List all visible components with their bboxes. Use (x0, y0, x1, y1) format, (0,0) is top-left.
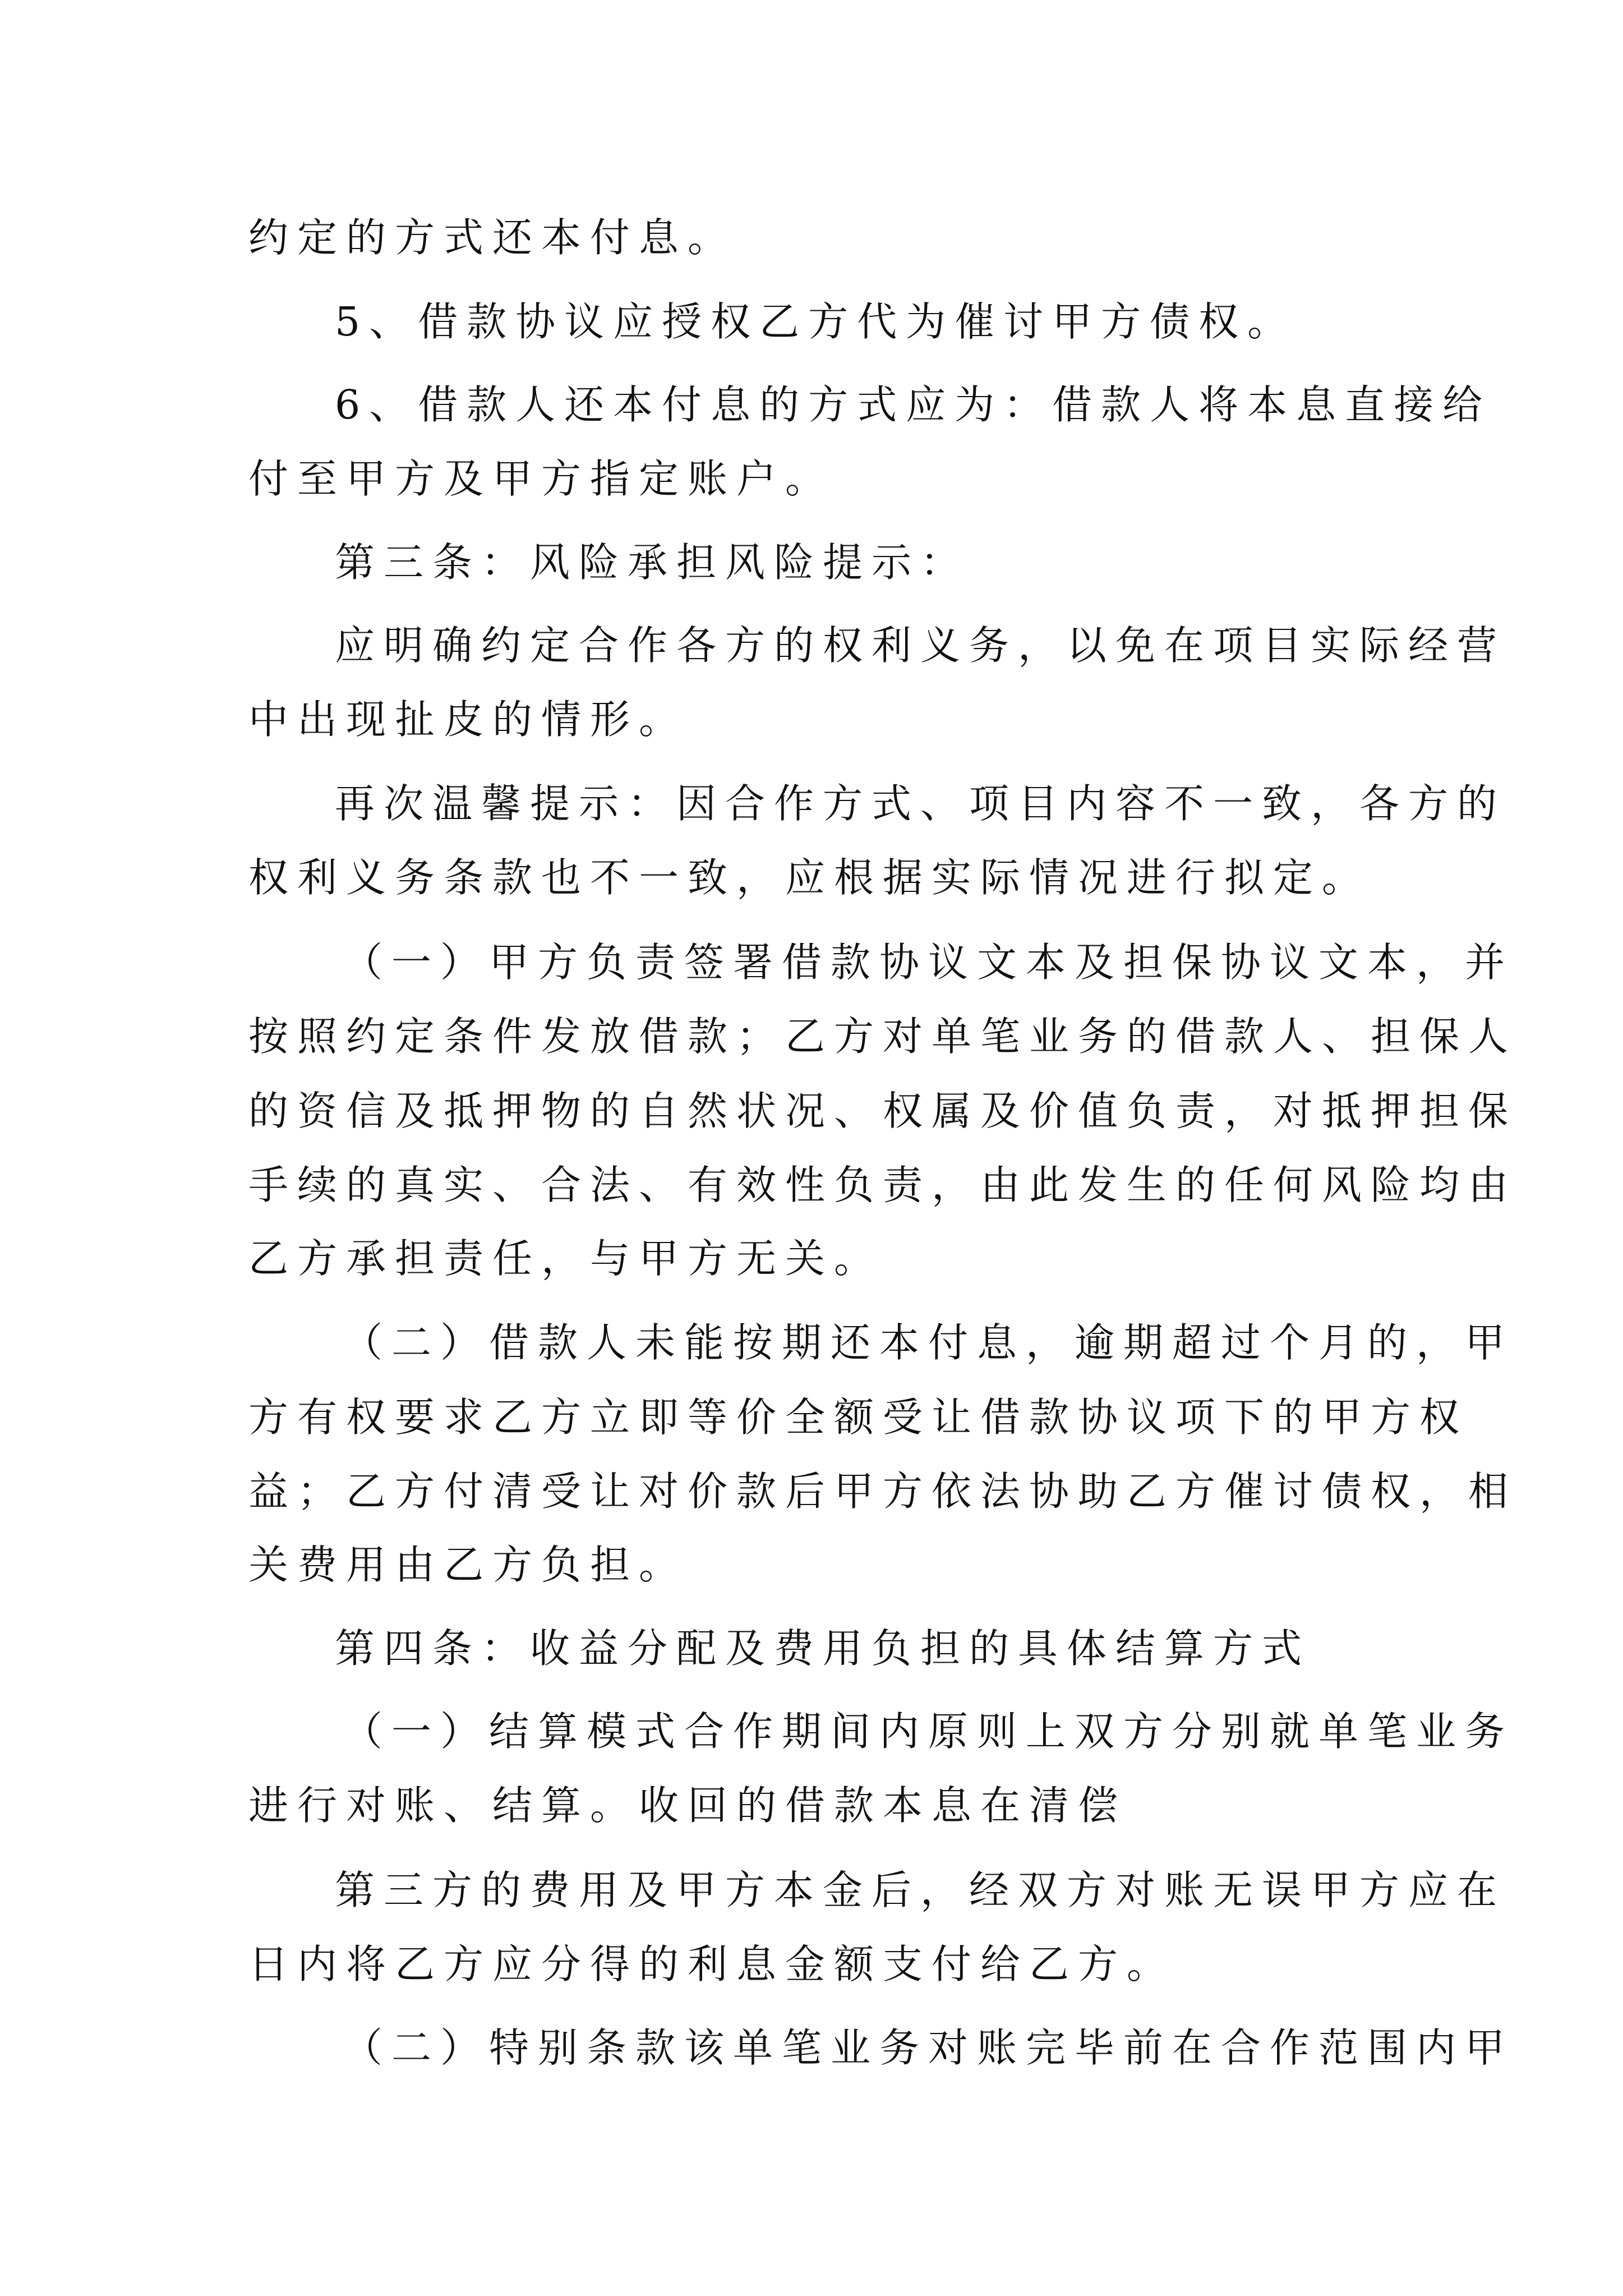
text-line-12: 的资信及抵押物的自然状况、权属及价值负责，对抵押担保 (248, 1088, 1518, 1134)
section-heading-4: 第四条：收益分配及费用负担的具体结算方式 (335, 1625, 1311, 1672)
section-heading-3: 第三条：风险承担风险提示： (335, 539, 970, 586)
text-line-22: 第三方的费用及甲方本金后，经双方对账无误甲方应在 (335, 1867, 1506, 1913)
text-line-9: 权利义务条款也不一致，应根据实际情况进行拟定。 (248, 854, 1371, 901)
text-line-15: （二）借款人未能按期还本付息，逾期超过个月的，甲 (343, 1319, 1514, 1366)
text-line-2: 5、借款协议应授权乙方代为催讨甲方债权。 (335, 298, 1297, 345)
text-line-10: （一）甲方负责签署借款协议文本及担保协议文本，并 (343, 939, 1514, 986)
text-line-13: 手续的真实、合法、有效性负责，由此发生的任何风险均由 (248, 1162, 1518, 1208)
text-line-21: 进行对账、结算。收回的借款本息在清偿 (248, 1782, 1127, 1829)
text-line-6: 应明确约定合作各方的权利义务，以免在项目实际经营 (335, 622, 1506, 669)
text-line-7: 中出现扯皮的情形。 (248, 696, 688, 743)
text-line-1: 约定的方式还本付息。 (248, 214, 737, 261)
text-line-23: 日内将乙方应分得的利息金额支付给乙方。 (248, 1941, 1176, 1987)
text-line-16: 方有权要求乙方立即等价全额受让借款协议项下的甲方权 (248, 1394, 1469, 1441)
text-line-20: （一）结算模式合作期间内原则上双方分别就单笔业务 (343, 1708, 1514, 1755)
text-line-17: 益；乙方付清受让对价款后甲方依法协助乙方催讨债权，相 (248, 1468, 1518, 1515)
text-line-8: 再次温馨提示：因合作方式、项目内容不一致，各方的 (335, 780, 1506, 827)
text-line-14: 乙方承担责任，与甲方无关。 (248, 1235, 883, 1282)
text-line-24: （二）特别条款该单笔业务对账完毕前在合作范围内甲 (343, 2024, 1514, 2071)
text-line-3: 6、借款人还本付息的方式应为：借款人将本息直接给 (335, 381, 1492, 428)
text-line-18: 关费用由乙方负担。 (248, 1542, 688, 1588)
text-line-4: 付至甲方及甲方指定账户。 (248, 455, 834, 502)
text-line-11: 按照约定条件发放借款；乙方对单笔业务的借款人、担保人 (248, 1013, 1518, 1060)
